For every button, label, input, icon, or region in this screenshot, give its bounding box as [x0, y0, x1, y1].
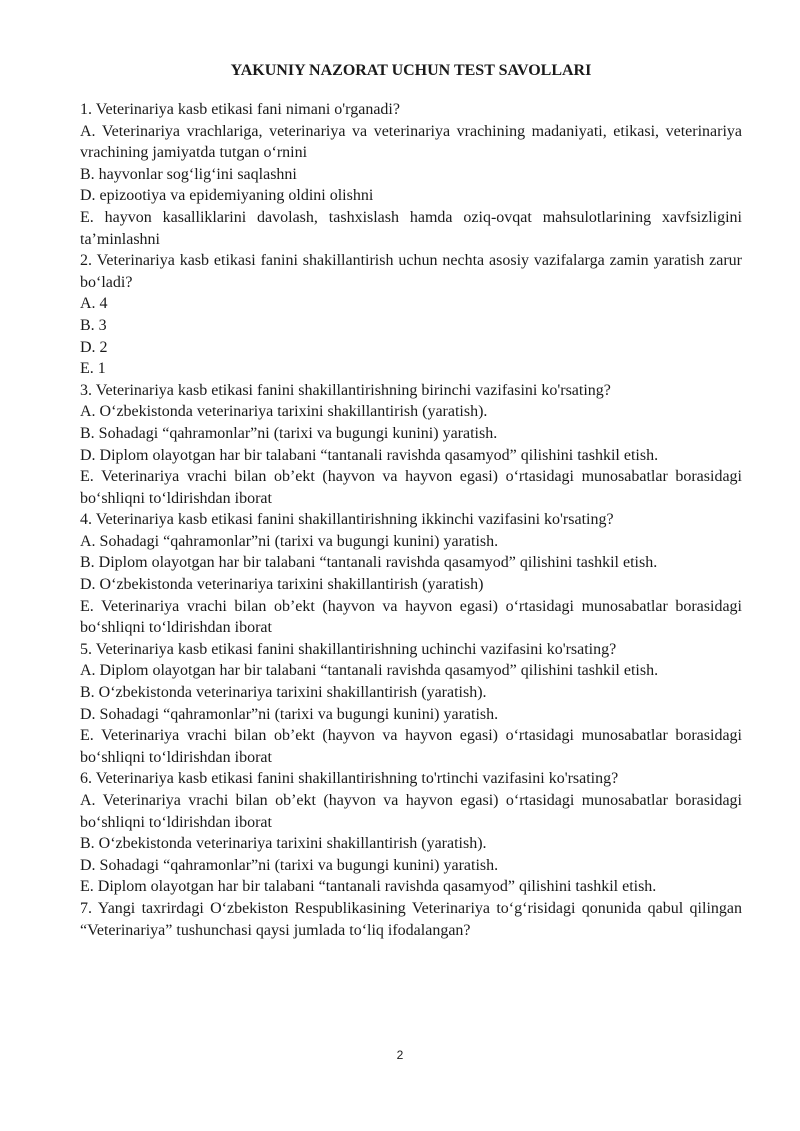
q2-option-a: A. 4 — [80, 295, 108, 313]
q1-option-a: A. Veterinariya vrachlariga, veterinariya va veterinariya vrachining madaniyati, etikasi, veterinariya vrachining jamiyatda tutgan o‘rnini — [80, 122, 742, 162]
question-4: 4. Veterinariya kasb etikasi fanini shakillantirishning ikkinchi vazifasini ko'rsating? — [80, 511, 614, 529]
q3-option-e: E. Veterinariya vrachi bilan ob’ekt (hayvon va hayvon egasi) o‘rtasidagi munosabatlar borasidagi bo‘shliqni to‘ldirishdan iborat — [80, 468, 742, 507]
q3-option-a: A. O‘zbekistonda veterinariya tarixini shakillantirish (yaratish). — [80, 403, 488, 421]
question-7: 7. Yangi taxrirdagi O‘zbekiston Respublikasining Veterinariya to‘g‘risidagi qonunida qabul qilingan “Veterinariya” tushunchasi qaysi jumlada to‘liq ifodalangan? — [80, 899, 742, 939]
q3-option-d: D. Diplom olayotgan har bir talabani “tantanali ravishda qasamyod” qilishini tashkil etish. — [80, 446, 659, 464]
q6-option-e: E. Diplom olayotgan har bir talabani “tantanali ravishda qasamyod” qilishini tashkil etish. — [80, 878, 657, 896]
q5-option-b: B. O‘zbekistonda veterinariya tarixini shakillantirish (yaratish). — [80, 684, 487, 702]
q6-option-d: D. Sohadagi “qahramonlar”ni (tarixi va bugungi kunini) yaratish. — [80, 856, 499, 874]
q2-option-d: D. 2 — [80, 338, 108, 356]
q5-option-d: D. Sohadagi “qahramonlar”ni (tarixi va bugungi kunini) yaratish. — [80, 705, 499, 723]
question-2: 2. Veterinariya kasb etikasi fanini shakillantirish uchun nechta asosiy vazifalarga zamin yaratish zarur bo‘ladi? — [80, 252, 742, 291]
q1-option-b: B. hayvonlar sog‘lig‘ini saqlashni — [80, 165, 297, 183]
q4-option-a: A. Sohadagi “qahramonlar”ni (tarixi va bugungi kunini) yaratish. — [80, 532, 499, 550]
q2-option-e: E. 1 — [80, 360, 106, 378]
q6-option-b: B. O‘zbekistonda veterinariya tarixini shakillantirish (yaratish). — [80, 835, 487, 853]
question-5: 5. Veterinariya kasb etikasi fanini shakillantirishning uchinchi vazifasini ko'rsating? — [80, 640, 617, 658]
document-title: YAKUNIY NAZORAT UCHUN TEST SAVOLLARI — [230, 62, 592, 79]
q4-option-b: B. Diplom olayotgan har bir talabani “tantanali ravishda qasamyod” qilishini tashkil etish. — [80, 554, 658, 572]
question-3: 3. Veterinariya kasb etikasi fanini shakillantirishning birinchi vazifasini ko'rsating? — [80, 381, 611, 399]
q5-option-a: A. Diplom olayotgan har bir talabani “tantanali ravishda qasamyod” qilishini tashkil etish. — [80, 662, 659, 680]
q6-option-a: A. Veterinariya vrachi bilan ob’ekt (hayvon va hayvon egasi) o‘rtasidagi munosabatlar borasidagi bo‘shliqni to‘ldirishdan iborat — [80, 792, 742, 831]
q2-option-b: B. 3 — [80, 316, 107, 334]
question-1: 1. Veterinariya kasb etikasi fani nimani o'rganadi? — [80, 101, 400, 118]
q5-option-e: E. Veterinariya vrachi bilan ob’ekt (hayvon va hayvon egasi) o‘rtasidagi munosabatlar borasidagi bo‘shliqni to‘ldirishdan iborat — [80, 727, 742, 766]
page-number: 2 — [396, 1048, 404, 1062]
q4-option-d: D. O‘zbekistonda veterinariya tarixini shakillantirish (yaratish) — [80, 576, 484, 594]
q4-option-e: E. Veterinariya vrachi bilan ob’ekt (hayvon va hayvon egasi) o‘rtasidagi munosabatlar borasidagi bo‘shliqni to‘ldirishdan iborat — [80, 597, 742, 637]
q1-option-d: D. epizootiya va epidemiyaning oldini olishni — [80, 187, 374, 205]
test-questions-body — [80, 99, 742, 941]
q1-option-e: E. hayvon kasalliklarini davolash, tashxislash hamda oziq-ovqat mahsulotlarining xavfsizligini ta’minlashni — [80, 208, 742, 248]
q3-option-b: B. Sohadagi “qahramonlar”ni (tarixi va bugungi kunini) yaratish. — [80, 424, 498, 442]
question-6: 6. Veterinariya kasb etikasi fanini shakillantirishning to'rtinchi vazifasini ko'rsating? — [80, 770, 619, 788]
